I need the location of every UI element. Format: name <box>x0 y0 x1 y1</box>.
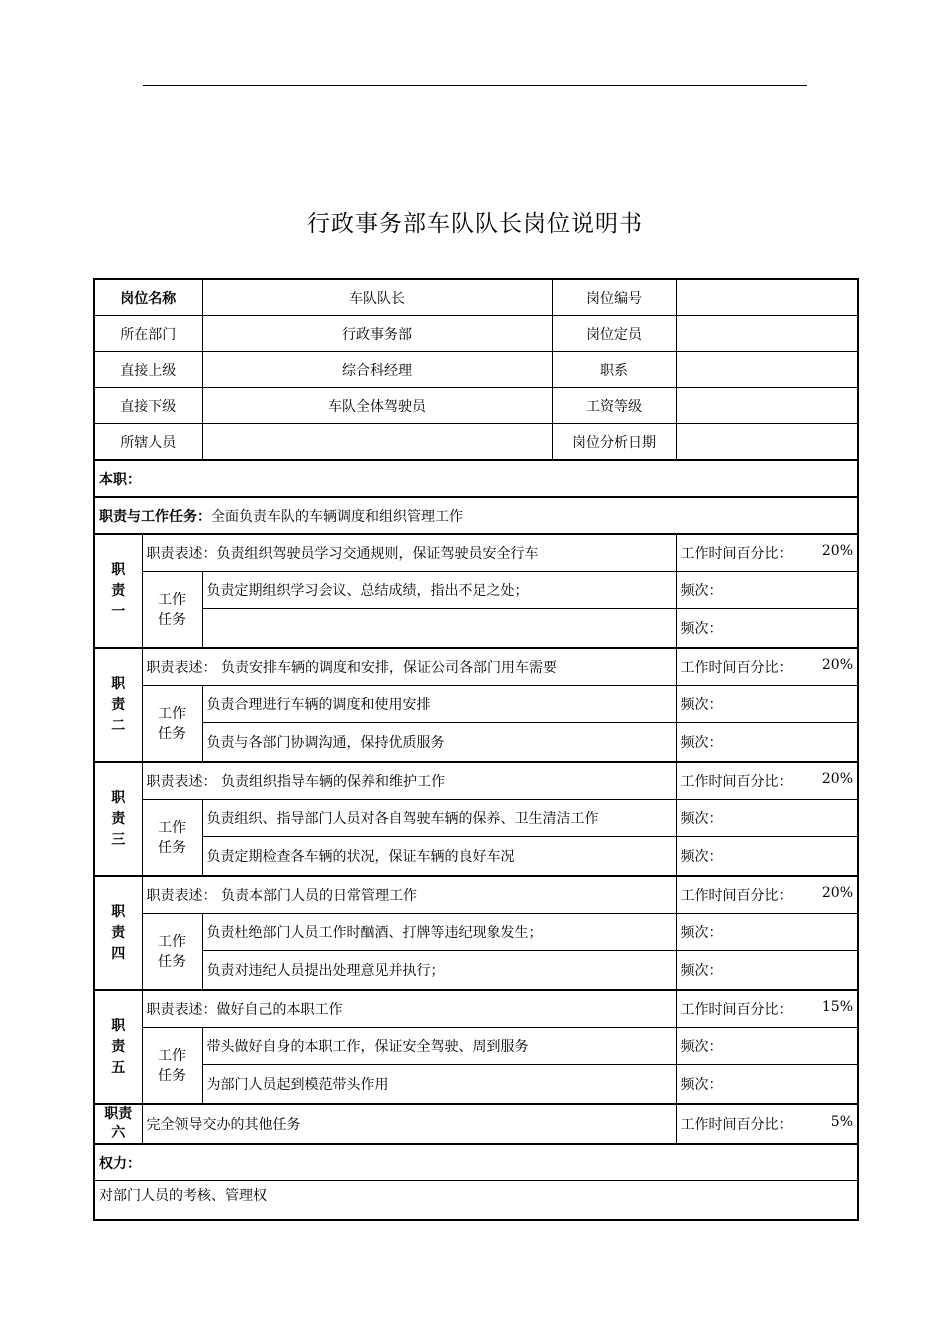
analysis-date-label: 岗位分析日期 <box>552 424 676 461</box>
duty-task-row <box>94 723 858 763</box>
work-tasks-label: 工作 任务 <box>142 800 202 877</box>
task-frequency: 频次： <box>676 951 858 991</box>
duty-statement: 职责表述： 负责组织指导车辆的保养和维护工作 <box>142 762 676 800</box>
duty-time <box>681 771 854 791</box>
authority-text: 对部门人员的考核、管理权 <box>94 1181 858 1221</box>
duty-time-percent: 20% <box>821 885 853 901</box>
duty-six-text: 完全领导交办的其他任务 <box>142 1104 676 1144</box>
duty-time-percent: 20% <box>821 657 853 673</box>
duty-row <box>94 990 858 1028</box>
department-value: 行政事务部 <box>202 316 552 352</box>
row-subordinate <box>94 388 858 424</box>
duty-label: 职 责 五 <box>94 990 142 1104</box>
duty-row <box>94 876 858 914</box>
task-frequency: 频次： <box>676 837 858 877</box>
superior-value: 综合科经理 <box>202 352 552 388</box>
superior-label: 直接上级 <box>94 352 202 388</box>
duty-label: 职 责 三 <box>94 762 142 876</box>
series-value <box>676 352 858 388</box>
duty-row <box>94 762 858 800</box>
duty-label: 职 责 四 <box>94 876 142 990</box>
duty-row <box>94 534 858 572</box>
department-label: 所在部门 <box>94 316 202 352</box>
row-position-name <box>94 279 858 316</box>
task-frequency: 频次： <box>676 1028 858 1065</box>
duty-time-label: 工作时间百分比： <box>680 888 793 904</box>
header-rule <box>143 85 807 86</box>
duty-time <box>681 1114 854 1134</box>
duty-task-row <box>94 609 858 649</box>
duty-time-percent: 5% <box>830 1114 853 1130</box>
summary-label: 本职： <box>99 471 141 488</box>
row-authority <box>94 1181 858 1221</box>
task-frequency: 频次： <box>676 1065 858 1105</box>
task-text: 负责定期检查各车辆的状况，保证车辆的良好车况 <box>202 837 676 877</box>
summary-cell <box>94 460 858 497</box>
staff-label: 所辖人员 <box>94 424 202 461</box>
row-authority-label <box>94 1144 858 1181</box>
task-text: 负责杜绝部门人员工作时酗酒、打牌等违纪现象发生； <box>202 914 676 951</box>
task-frequency: 频次： <box>676 914 858 951</box>
task-frequency: 频次： <box>676 686 858 723</box>
row-tasks-summary <box>94 497 858 534</box>
duty-time-cell <box>676 1104 858 1144</box>
position-name-label: 岗位名称 <box>94 279 202 316</box>
work-tasks-label: 工作 任务 <box>142 686 202 763</box>
duty-time-percent: 20% <box>821 771 853 787</box>
duty-task-row <box>94 1028 858 1065</box>
task-text: 负责与各部门协调沟通，保持优质服务 <box>202 723 676 763</box>
row-superior <box>94 352 858 388</box>
duty-task-row <box>94 837 858 877</box>
duty-time-label: 工作时间百分比： <box>680 774 793 790</box>
duty-statement: 职责表述：负责组织驾驶员学习交通规则，保证驾驶员安全行车 <box>142 534 676 572</box>
document-title: 行政事务部车队队长岗位说明书 <box>307 211 643 237</box>
position-code-value <box>676 279 858 316</box>
position-name-value: 车队队长 <box>202 279 552 316</box>
duty-row-six <box>94 1104 858 1144</box>
row-department <box>94 316 858 352</box>
duty-time-percent: 20% <box>821 543 853 559</box>
salary-value <box>676 388 858 424</box>
duty-time-label: 工作时间百分比： <box>680 1002 793 1018</box>
duty-statement: 职责表述： 负责本部门人员的日常管理工作 <box>142 876 676 914</box>
duty-time <box>681 999 854 1019</box>
work-tasks-label: 工作 任务 <box>142 914 202 991</box>
duty-task-row <box>94 951 858 991</box>
task-text: 为部门人员起到模范带头作用 <box>202 1065 676 1105</box>
duty-time-cell <box>676 990 858 1028</box>
task-text: 负责组织、指导部门人员对各自驾驶车辆的保养、卫生清洁工作 <box>202 800 676 837</box>
duty-time-cell <box>676 876 858 914</box>
work-tasks-label: 工作 任务 <box>142 572 202 649</box>
duty-label: 职 责 一 <box>94 534 142 648</box>
duty-label: 职 责 二 <box>94 648 142 762</box>
duty-task-row <box>94 1065 858 1105</box>
job-description-table <box>93 278 859 1221</box>
duty-time-label: 工作时间百分比： <box>680 1117 793 1133</box>
subordinate-label: 直接下级 <box>94 388 202 424</box>
analysis-date-value <box>676 424 858 461</box>
tasks-summary-text: 全面负责车队的车辆调度和组织管理工作 <box>211 508 463 525</box>
duty-label: 职责 六 <box>94 1104 142 1144</box>
position-code-label: 岗位编号 <box>552 279 676 316</box>
duty-statement: 职责表述： 负责安排车辆的调度和安排，保证公司各部门用车需要 <box>142 648 676 686</box>
headcount-label: 岗位定员 <box>552 316 676 352</box>
task-text: 负责对违纪人员提出处理意见并执行； <box>202 951 676 991</box>
duty-task-row <box>94 914 858 951</box>
duty-time <box>681 543 854 563</box>
row-staff <box>94 424 858 461</box>
duty-row <box>94 648 858 686</box>
staff-value <box>202 424 552 461</box>
series-label: 职系 <box>552 352 676 388</box>
authority-label: 权力： <box>94 1144 858 1181</box>
duty-time-label: 工作时间百分比： <box>680 546 793 562</box>
task-text: 负责定期组织学习会议、总结成绩，指出不足之处； <box>202 572 676 609</box>
task-text: 带头做好自身的本职工作，保证安全驾驶、周到服务 <box>202 1028 676 1065</box>
duty-time <box>681 885 854 905</box>
duty-task-row <box>94 800 858 837</box>
duty-time-cell <box>676 762 858 800</box>
tasks-label: 职责与工作任务： <box>99 508 211 525</box>
headcount-value <box>676 316 858 352</box>
task-frequency: 频次： <box>676 609 858 649</box>
duty-time <box>681 657 854 677</box>
task-text: 负责合理进行车辆的调度和使用安排 <box>202 686 676 723</box>
task-frequency: 频次： <box>676 800 858 837</box>
subordinate-value: 车队全体驾驶员 <box>202 388 552 424</box>
duty-time-percent: 15% <box>821 999 853 1015</box>
task-frequency: 频次： <box>676 572 858 609</box>
duty-time-label: 工作时间百分比： <box>680 660 793 676</box>
task-text <box>202 609 676 649</box>
duty-task-row <box>94 572 858 609</box>
row-summary <box>94 460 858 497</box>
task-frequency: 频次： <box>676 723 858 763</box>
duty-statement: 职责表述：做好自己的本职工作 <box>142 990 676 1028</box>
duty-time-cell <box>676 648 858 686</box>
work-tasks-label: 工作 任务 <box>142 1028 202 1105</box>
duty-time-cell <box>676 534 858 572</box>
tasks-summary-cell <box>94 497 858 534</box>
duty-task-row <box>94 686 858 723</box>
salary-label: 工资等级 <box>552 388 676 424</box>
